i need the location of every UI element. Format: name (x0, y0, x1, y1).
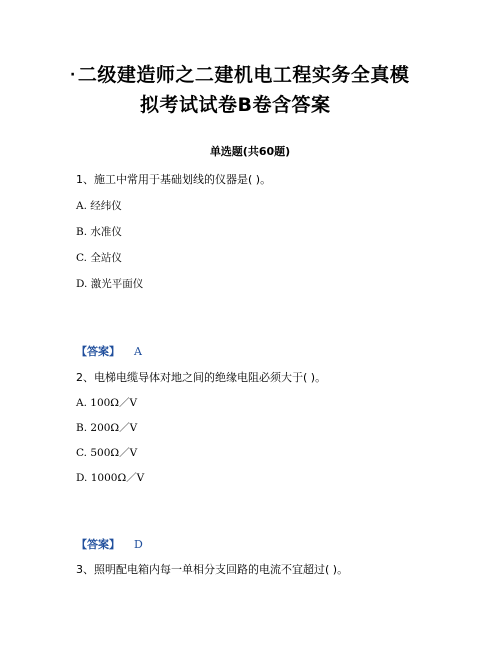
answer-value: A (134, 345, 142, 358)
answer-value: D (134, 538, 143, 551)
question-2-stem: 2、电梯电缆导体对地之间的绝缘电阻必须大于( )。 (76, 371, 327, 384)
title-line-1: 二级建造师之二建机电工程实务全真模 (77, 64, 410, 86)
question-3-stem: 3、照明配电箱内每一单相分支回路的电流不宜超过( )。 (76, 563, 349, 576)
question-1-answer (76, 343, 142, 359)
title-line-2: 拟考试试卷B卷含答案 (140, 94, 331, 116)
question-1-stem: 1、施工中常用于基础划线的仪器是( )。 (76, 173, 272, 186)
question-2-answer (76, 536, 143, 552)
question-1-option-a: A. 经纬仪 (76, 200, 122, 212)
question-2-option-b: B. 200Ω／V (76, 422, 138, 434)
question-2-option-d: D. 1000Ω／V (76, 472, 145, 484)
answer-label: 【答案】 (76, 538, 120, 551)
question-1-option-b: B. 水准仪 (76, 226, 122, 238)
question-1-option-c: C. 全站仪 (76, 252, 122, 264)
title-bullet: · (70, 67, 76, 83)
answer-label: 【答案】 (76, 345, 120, 358)
question-1-option-d: D. 激光平面仪 (76, 278, 144, 290)
document-title (70, 60, 450, 120)
question-2-option-a: A. 100Ω／V (76, 397, 138, 409)
question-2-option-c: C. 500Ω／V (76, 447, 138, 459)
section-heading: 单选题(共60题) (209, 145, 291, 158)
